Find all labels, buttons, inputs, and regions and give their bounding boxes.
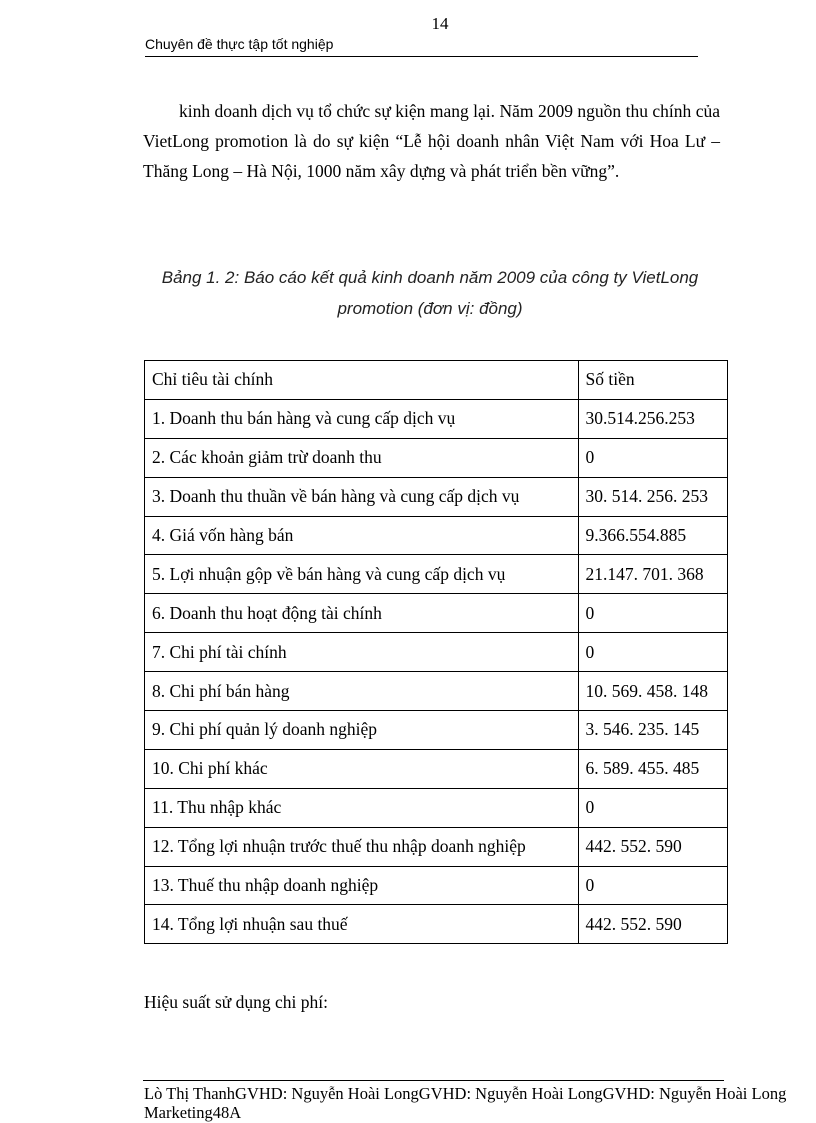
row-amount: 9.366.554.885 [578,516,727,555]
table-caption-line-2: promotion (đơn vị: đồng) [337,299,523,318]
table-row [145,749,728,788]
row-item: 13. Thuế thu nhập doanh nghiệp [145,866,579,905]
row-item: 6. Doanh thu hoạt động tài chính [145,594,579,633]
table-row [145,711,728,750]
row-item: 14. Tổng lợi nhuận sau thuế [145,905,579,944]
row-amount: 442. 552. 590 [578,905,727,944]
table-caption-line-1: Bảng 1. 2: Báo cáo kết quả kinh doanh năm 2009 của công ty VietLong [161,268,699,287]
row-item: 4. Giá vốn hàng bán [145,516,579,555]
table-row [145,905,728,944]
table-row [145,827,728,866]
page-number: 14 [431,14,449,33]
row-amount: 30. 514. 256. 253 [578,477,727,516]
row-item: 5. Lợi nhuận gộp về bán hàng và cung cấp dịch vụ [145,555,579,594]
row-amount: 442. 552. 590 [578,827,727,866]
table-row [145,438,728,477]
row-item: 11. Thu nhập khác [145,788,579,827]
row-amount: 0 [578,438,727,477]
table-row [145,477,728,516]
row-item: 12. Tổng lợi nhuận trước thuế thu nhập doanh nghiệp [145,827,579,866]
table-row [145,516,728,555]
row-amount: 0 [578,788,727,827]
row-amount: 3. 546. 235. 145 [578,711,727,750]
row-item: 1. Doanh thu bán hàng và cung cấp dịch vụ [145,399,579,438]
footer-divider [143,1080,724,1081]
row-amount: 30.514.256.253 [578,399,727,438]
row-item: 7. Chi phí tài chính [145,633,579,672]
column-header-item: Chỉ tiêu tài chính [145,361,579,400]
section-heading: Hiệu suất sử dụng chi phí: [144,992,328,1012]
row-amount: 21.147. 701. 368 [578,555,727,594]
row-item: 9. Chi phí quản lý doanh nghiệp [145,711,579,750]
table-header-row [145,361,728,400]
header-divider [145,56,698,57]
row-amount: 0 [578,866,727,905]
body-paragraph: kinh doanh dịch vụ tổ chức sự kiện mang lại. Năm 2009 nguồn thu chính của VietLong promotion là do sự kiện “Lễ hội doanh nhân Việt Nam với Hoa Lư – Thăng Long – Hà Nội, 1000 năm xây dựng và phát triển bền vững”. [143,101,720,181]
row-item: 2. Các khoản giảm trừ doanh thu [145,438,579,477]
row-amount: 0 [578,594,727,633]
row-item: 10. Chi phí khác [145,749,579,788]
footer-author-advisor: Lò Thị ThanhGVHD: Nguyễn Hoài LongGVHD: Nguyễn Hoài LongGVHD: Nguyễn Hoài Long [144,1084,787,1103]
row-amount: 10. 569. 458. 148 [578,672,727,711]
financial-results-table [144,360,728,944]
table-row [145,633,728,672]
footer-class: Marketing48A [144,1103,242,1122]
table-row [145,399,728,438]
row-item: 3. Doanh thu thuần về bán hàng và cung cấp dịch vụ [145,477,579,516]
table-row [145,594,728,633]
table-row [145,555,728,594]
row-amount: 6. 589. 455. 485 [578,749,727,788]
table-row [145,788,728,827]
table-row [145,866,728,905]
row-item: 8. Chi phí bán hàng [145,672,579,711]
table-row [145,672,728,711]
table-caption [150,262,710,324]
running-header-title: Chuyên đề thực tập tốt nghiệp [145,36,334,52]
row-amount: 0 [578,633,727,672]
column-header-amount: Số tiền [578,361,727,400]
